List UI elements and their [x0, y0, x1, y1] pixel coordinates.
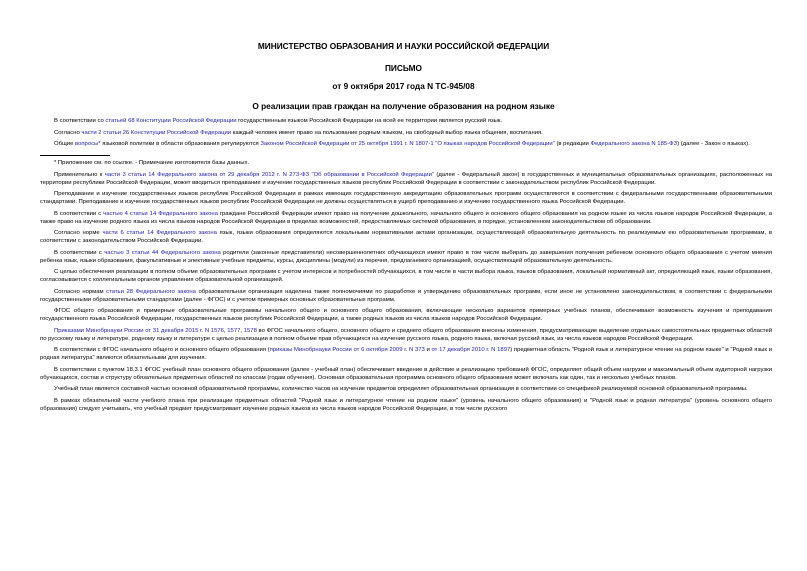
link-order-373[interactable]: приказы Минобрнауки России от 6 октября 2009 г. N 373 [269, 347, 425, 353]
link-questions-footnote[interactable]: вопросы* [75, 141, 101, 147]
paragraph-1: Применительно к части 3 статьи 14 Федерального закона от 29 декабря 2012 г. N 273-ФЗ "Об образовании в Российской Федерации" (далее - Федеральный закон) в государственных и муниципальных образовательных организациях, расположенных на территории республики Российской Федерации, может вводиться преподавание и изучение государственных языков республик Российской Федерации в соответствии с законодательством республик Российской Федерации. [40, 171, 772, 186]
link-order-1577[interactable]: 1577 [227, 327, 241, 334]
link-art14-4[interactable]: частью 4 статьи 14 Федерального закона [103, 210, 218, 217]
link-law-273fz-art14-3[interactable]: части 3 статьи 14 Федерального закона от 29 декабря 2012 г. N 273-ФЗ "Об образовании в Российской Федерации" [104, 171, 434, 178]
paragraph-11: В соответствии с пунктом 18.3.1 ФГОС учебный план основного общего образования (далее - учебный план) обеспечивает введение в действие и реализацию требований ФГОС, определяет общий объем нагрузки и максимальный объем аудиторной нагрузки обучающихся, состав и структуру обязательных предметных областей по классам (годам обучения). Основная образовательная программа основного общего образования может включать как один, так и несколько учебных планов. [40, 366, 772, 381]
link-art28[interactable]: статьи 28 Федерального закона [106, 288, 196, 295]
paragraph-12: Учебный план является составной частью основной образовательной программы, количество часов на изучение предметов определяет образовательная организация в соответствии со спецификой реализуемой основной образовательной программы. [54, 386, 748, 392]
link-constitution-art26[interactable]: части 2 статьи 26 Конституции Российской Федерации [81, 129, 232, 136]
footnote: * Приложение см. по ссылке. - Примечание изготовителя базы данных. [54, 160, 250, 166]
paragraph-8: ФГОС общего образования и примерные образовательные программы начального общего и основного общего образования, включающие несколько вариантов примерных учебных планов, обеспечивают возможность изучения и преподавания государственного языка Российской Федерации, государственных языков республик Российской Федерации, а также родных языков из числа языков народов Российской Федерации. [40, 308, 772, 322]
link-art44-3[interactable]: частью 3 статьи 44 Федерального закона [104, 249, 221, 256]
link-law-185fz[interactable]: Федерального закона N 185-ФЗ [590, 141, 678, 147]
ministry-heading: МИНИСТЕРСТВО ОБРАЗОВАНИЯ И НАУКИ РОССИЙСКОЙ ФЕДЕРАЦИИ [257, 41, 550, 51]
link-art14-6[interactable]: части 6 статьи 14 Федерального закона [102, 230, 217, 236]
paragraph-10: В соответствии с ФГОС начального общего и основного общего образования (приказы Минобрнауки России от 6 октября 2009 г. N 373 и от 17 декабря 2010 г. N 1897) предметная область "Родной язык и литературное чтение на родном языке" и "Родной язык и родная литература" являются обязательными для изучения. [40, 347, 772, 361]
paragraph-3: В соответствии с частью 4 статьи 14 Федерального закона граждане Российской Федерации имеют право на получение дошкольного, начального общего и основного общего образования на родном языке из числа языков народов Российской Федерации, а также право на изучение родного языка из числа языков народов Российской Федерации в пределах возможностей, предоставляемых системой образования, в порядке, установленном законодательством об образовании. [40, 210, 772, 225]
document-type: ПИСЬМО [384, 63, 423, 73]
link-order-1897[interactable]: от 17 декабря 2010 г. N 1897 [431, 347, 511, 353]
paragraph-2: Преподавание и изучение государственных языков республик Российской Федерации в рамках имеющих государственную аккредитацию образовательных программ осуществляются в соответствии с федеральными государственными образовательными стандартами. Преподавание и изучение государственных языков республик Российской Федерации не должны осуществляться в ущерб преподаванию и изучению государственного языка Российской Федерации. [40, 191, 772, 205]
paragraph-6: С целью обеспечения реализации в полном объеме образовательных программ с учетом интересов и потребностей обучающихся, в том числе в части выбора языка, языков образования, локальный нормативный акт, определяющий язык, языки образования, согласовывается с коллегиальным органом управления образовательной организацией. [40, 269, 772, 283]
paragraph-13: В рамках обязательной части учебного плана при реализации предметных областей "Родной язык и литературное чтение на родном языке" (уровень начального общего образования) и "Родной язык и родная литература" (уровень основного общего образования) следует учитывать, что учебный предмет предусматривает изучение родных языков из числа языков народов Российской Федерации, в том числе русского [40, 397, 772, 412]
document-date: от 9 октября 2017 года N ТС-945/08 [332, 81, 475, 91]
footnote-divider [40, 155, 110, 156]
link-constitution-art68[interactable]: статьей 68 Конституции Российской Федерации [105, 118, 237, 124]
link-order-1576[interactable]: Приказами Минобрнауки России от 31 декабря 2015 г. N 1576 [54, 327, 224, 334]
document-subject: О реализации прав граждан на получение образования на родном языке [252, 101, 555, 111]
paragraph-7: Согласно нормам статьи 28 Федерального закона образовательная организация наделена также полномочиями по разработке и утверждению образовательных программ, если иное не установлено законодательством, в соответствии с федеральными государственными образовательными стандартами (далее - ФГОС) и с учетом примерных основных образовательных программ. [40, 288, 773, 303]
paragraph-5: В соответствии с частью 3 статьи 44 Федерального закона родители (законные представители) несовершеннолетних обучающихся имеют право в том числе выбирать до завершения получения ребенком основного общего образования с учетом мнения ребенка язык, языки образования, факультативные и элективные учебные предметы, курсы, дисциплины (модули) из перечня, предлагаемого организацией, осуществляющей образовательную деятельность. [40, 249, 773, 264]
link-law-1807-1[interactable]: Законом Российской Федерации от 25 октября 1991 г. N 1807-1 "О языках народов Российской Федерации" [260, 141, 555, 147]
document-body [40, 117, 772, 416]
paragraph-4: Согласно норме части 6 статьи 14 Федерального закона язык, языки образования определяются локальными нормативными актами организации, осуществляющей образовательную деятельность по реализуемым ею образовательным программам, в соответствии с законодательством Российской Федерации. [40, 230, 773, 244]
link-order-1578[interactable]: 1578 [243, 327, 257, 334]
intro-paragraph-2: Согласно части 2 статьи 26 Конституции Российской Федерации каждый человек имеет право на пользование родным языком, на свободный выбор языка общения, воспитания. [54, 129, 543, 136]
intro-paragraph-3: Общие вопросы* языковой политики в области образования регулируются Законом Российской Федерации от 25 октября 1991 г. N 1807-1 "О языках народов Российской Федерации" (в редакции Федерального закона N 185-ФЗ) (далее - Закон о языках). [54, 141, 750, 147]
intro-paragraph-1: В соответствии со статьей 68 Конституции Российской Федерации государственным языком Российской Федерации на всей ее территории является русский язык. [54, 118, 503, 124]
paragraph-9: Приказами Минобрнауки России от 31 декабря 2015 г. N 1576, 1577, 1578 во ФГОС начального общего, основного общего и среднего общего образования внесены изменения, предусматривающие выделение отдельных самостоятельных предметных областей по русскому языку и литературе, родному языку и литературе с целью реализации в полном объеме прав обучающихся на изучение русского языка, родного языка, включая русский язык, из числа языков народов Российской Федерации. [40, 327, 773, 342]
